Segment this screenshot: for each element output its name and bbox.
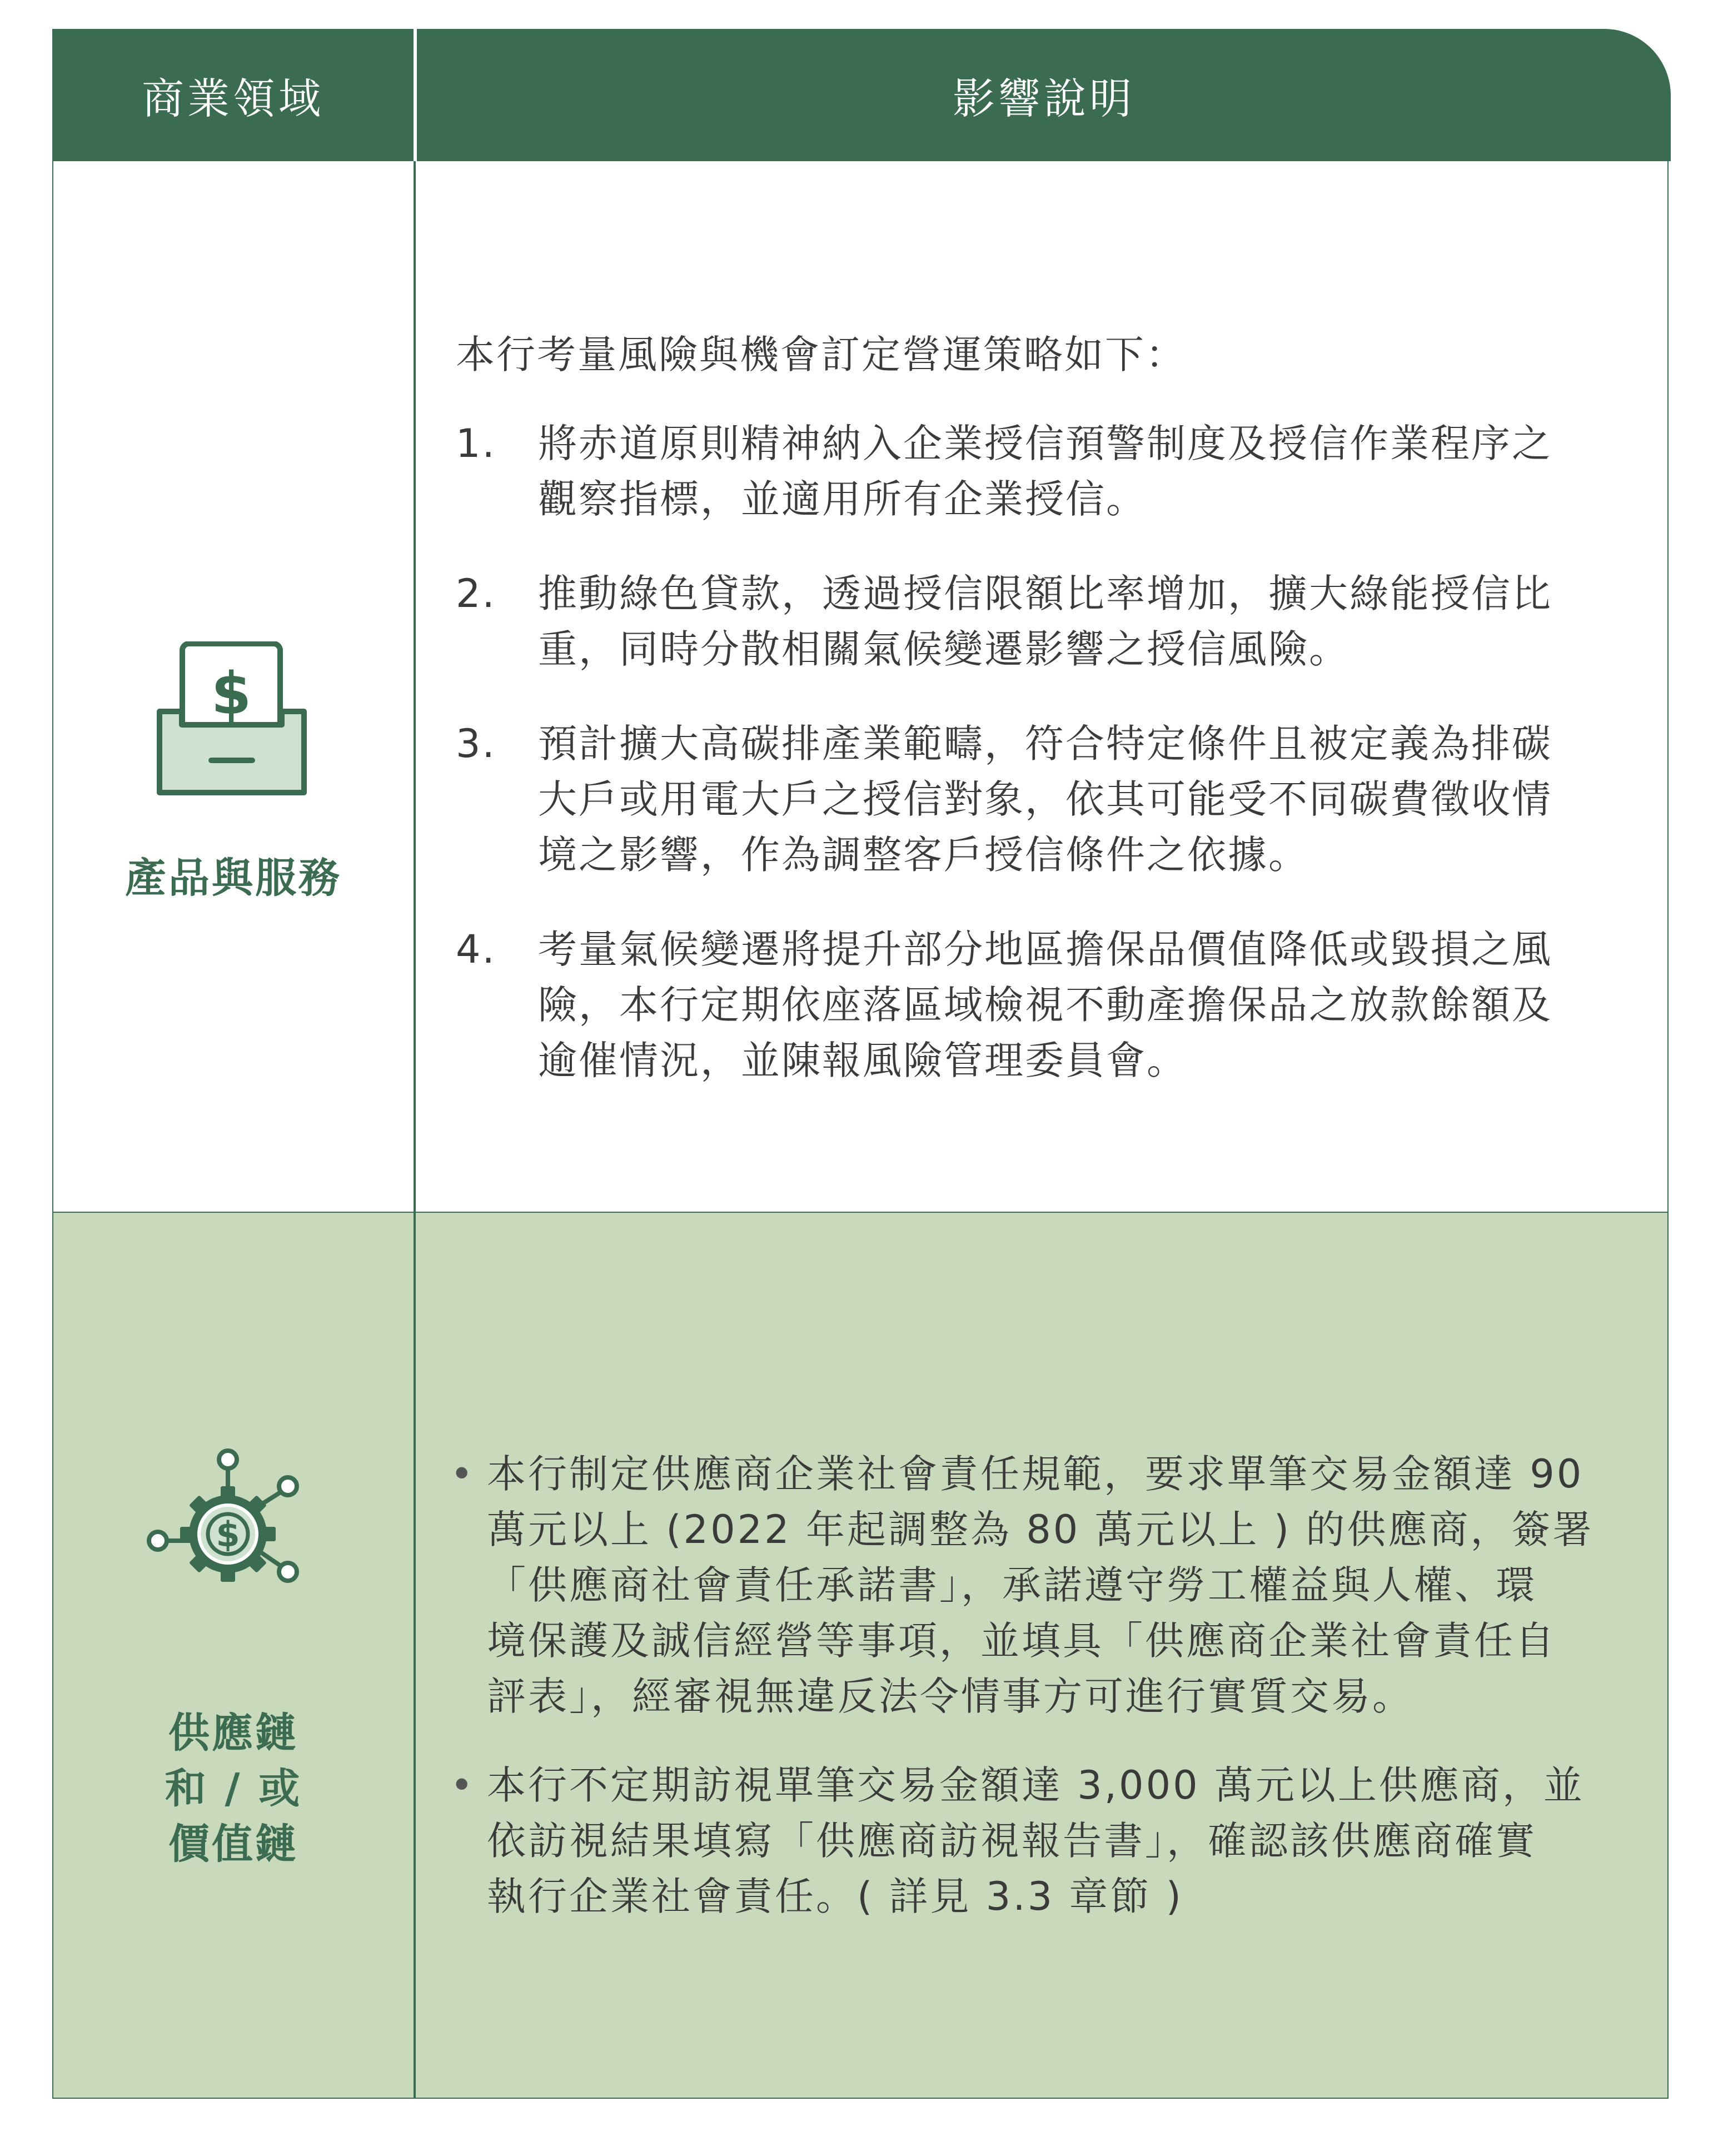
list-line: 重，同時分散相關氣候變遷影響之授信風險。 [538,626,1350,672]
row-label-line: 和 / 或 [165,1765,302,1813]
list-line: 逾催情況，並陳報風險管理委員會。 [538,1038,1187,1083]
list-number: 1. [456,421,496,466]
money-tray-icon [157,641,307,798]
bullet-icon: • [450,1762,476,1808]
bullet-list [442,1446,1615,1958]
strategy-table [52,29,1671,2099]
list-number: 3. [456,721,496,766]
list-line: 本行不定期訪視單筆交易金額達 3,000 萬元以上供應商，並 [487,1762,1585,1808]
list-line: 評表」，經審視無違反法令情事方可進行實質交易。 [487,1674,1413,1719]
header-business-area: 商業領域 [142,73,324,123]
row-label-line: 供應鏈 [168,1709,298,1757]
list-item [456,566,1601,677]
svg-text:$: $ [211,660,252,728]
row-label-supply-chain [53,1705,414,1872]
gear-network-dollar-icon [145,1445,311,1614]
row-category-cell [53,161,414,1213]
list-number: 4. [456,927,496,972]
list-line: 本行制定供應商企業社會責任規範，要求單筆交易金額達 90 [487,1451,1584,1497]
list-line: 將赤道原則精神納入企業授信預警制度及授信作業程序之 [538,421,1552,466]
bullet-icon: • [450,1451,476,1497]
list-line: 依訪視結果填寫「供應商訪視報告書」，確認該供應商確實 [487,1818,1537,1864]
numbered-list [456,416,1601,1127]
list-item [456,716,1601,883]
list-line: 萬元以上 (2022 年起調整為 80 萬元以上 ) 的供應商，簽署 [487,1507,1594,1552]
list-item [442,1446,1615,1724]
row-description-cell [416,1213,1667,2098]
list-line: 境保護及誠信經營等事項，並填具「供應商企業社會責任自 [487,1618,1556,1664]
row-label-line: 價值鏈 [168,1820,298,1868]
list-line: 大戶或用電大戶之授信對象，依其可能受不同碳費徵收情 [538,776,1552,822]
list-line: 觀察指標，並適用所有企業授信。 [538,476,1147,522]
svg-text:$: $ [216,1514,240,1555]
row-label-products-services: 產品與服務 [125,854,342,902]
table-row-supply-chain [52,1212,1669,2099]
list-line: 推動綠色貸款，透過授信限額比率增加，擴大綠能授信比 [538,571,1552,616]
list-line: 執行企業社會責任。( 詳見 3.3 章節 ) [487,1874,1183,1919]
list-line: 境之影響，作為調整客戶授信條件之依據。 [538,832,1309,878]
list-line: 「供應商社會責任承諾書」，承諾遵守勞工權益與人權、環 [487,1562,1537,1608]
list-line: 險，本行定期依座落區域檢視不動產擔保品之放款餘額及 [538,982,1552,1028]
row-description-cell [416,161,1667,1213]
list-line: 預計擴大高碳排產業範疇，符合特定條件且被定義為排碳 [538,721,1552,766]
intro-text: 本行考量風險與機會訂定營運策略如下： [456,332,1186,377]
list-number: 2. [456,571,496,616]
header-impact-description: 影響說明 [953,73,1135,123]
list-line: 考量氣候變遷將提升部分地區擔保品價值降低或毀損之風 [538,927,1552,972]
list-item [442,1757,1615,1924]
row-category-cell [53,1213,414,2098]
table-header [52,29,1671,161]
table-row-products-services [52,161,1669,1214]
list-item [456,922,1601,1088]
list-item [456,416,1601,527]
